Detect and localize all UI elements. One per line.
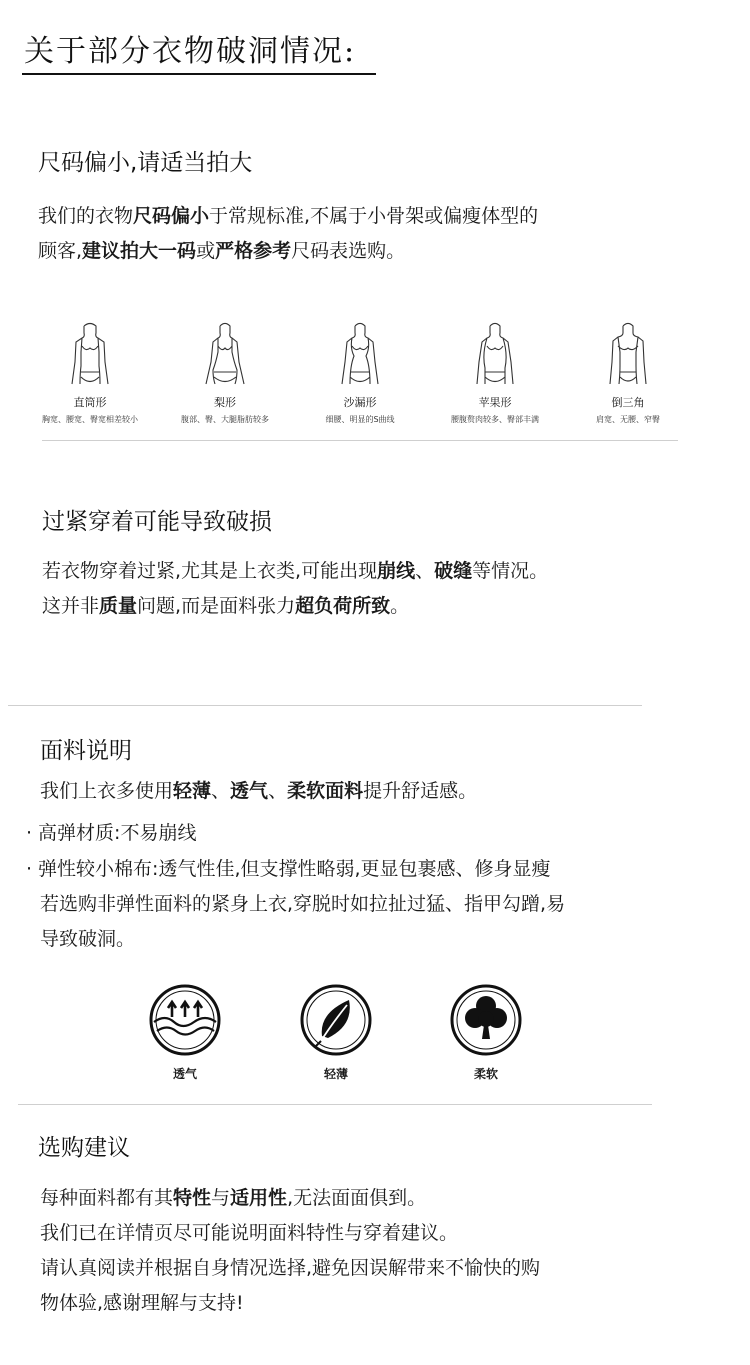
fabric-bullet-1: · 高弹材质:不易崩线 (26, 822, 197, 844)
breathable-icon (148, 983, 222, 1057)
body-figure-apple: 苹果形 腰腹赘肉较多、臀部丰满 (445, 322, 545, 425)
section-divider (18, 1104, 652, 1105)
body-figure-pear: 梨形 腹部、臀、大腿脂肪较多 (175, 322, 275, 425)
body-figure-hourglass: 沙漏形 细腰、明显的S曲线 (310, 322, 410, 425)
advice-line-4: 物体验,感谢理解与支持! (40, 1292, 244, 1314)
advice-paragraph (40, 1181, 730, 1321)
section-divider (8, 705, 642, 706)
fabric-bullet-2: · 弹性较小棉布:透气性佳,但支撑性略弱,更显包裹感、修身显瘦 (26, 858, 551, 880)
bullet-dot-icon: · (26, 822, 33, 844)
fabric-intro: 我们上衣多使用轻薄、透气、柔软面料提升舒适感。 (40, 780, 478, 802)
section-heading-fabric: 面料说明 (40, 738, 132, 764)
size-line-1: 我们的衣物尺码偏小于常规标准,不属于小骨架或偏瘦体型的 (38, 205, 539, 227)
size-line-2: 顾客,建议拍大一码或严格参考尺码表选购。 (38, 240, 406, 262)
fabric-warning: 若选购非弹性面料的紧身上衣,穿脱时如拉扯过猛、指甲勾蹭,易 导致破洞。 (40, 893, 566, 950)
material-breathable: 透气 (145, 983, 225, 1082)
title-underline (22, 73, 376, 75)
tight-paragraph (42, 554, 722, 624)
leaf-icon (299, 983, 373, 1057)
advice-line-1: 每种面料都有其特性与适用性,无法面面俱到。 (40, 1187, 427, 1209)
body-figure-inverted-triangle: 倒三角 肩宽、无腰、窄臀 (578, 322, 678, 425)
body-silhouette-icon (335, 322, 385, 392)
tight-line-1: 若衣物穿着过紧,尤其是上衣类,可能出现崩线、破缝等情况。 (42, 560, 549, 582)
body-silhouette-icon (470, 322, 520, 392)
body-silhouette-icon (65, 322, 115, 392)
material-lightweight: 轻薄 (296, 983, 376, 1082)
section-heading-advice: 选购建议 (38, 1135, 130, 1161)
figure-divider (42, 440, 678, 441)
body-figure-straight: 直筒形 胸宽、腰宽、臀宽相差较小 (40, 322, 140, 425)
body-silhouette-icon (603, 322, 653, 392)
bullet-dot-icon: · (26, 858, 33, 880)
material-soft: 柔软 (446, 983, 526, 1082)
advice-line-2: 我们已在详情页尽可能说明面料特性与穿着建议。 (40, 1222, 459, 1244)
cloud-tree-icon (449, 983, 523, 1057)
page-title: 关于部分衣物破洞情况: (24, 34, 357, 69)
section-heading-tight: 过紧穿着可能导致破损 (42, 509, 272, 535)
tight-line-2: 这并非质量问题,而是面料张力超负荷所致。 (42, 595, 410, 617)
advice-line-3: 请认真阅读并根据自身情况选择,避免因误解带来不愉快的购 (40, 1257, 541, 1279)
body-shape-chart (42, 322, 678, 432)
body-silhouette-icon (200, 322, 250, 392)
section-heading-size: 尺码偏小,请适当拍大 (38, 150, 253, 176)
size-paragraph (38, 199, 718, 269)
